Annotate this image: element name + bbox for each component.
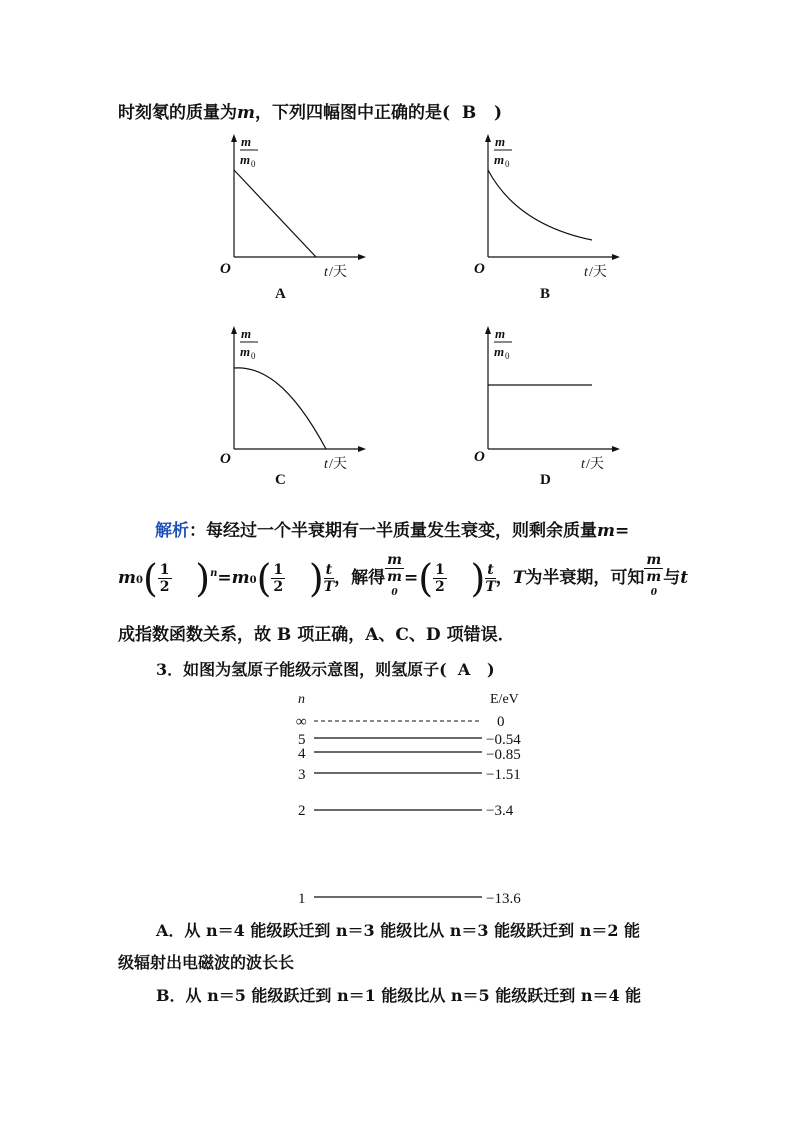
- level-n-1: 1: [298, 891, 306, 907]
- frac-num: 1: [273, 561, 284, 578]
- x-label-var: t: [584, 265, 588, 280]
- frac-num: 1: [435, 561, 445, 578]
- y-label-den: m: [494, 152, 505, 167]
- frac-den: 2: [159, 578, 170, 595]
- m-over-m0: [385, 552, 404, 605]
- q3-close: ): [487, 660, 495, 679]
- frac-num: t: [325, 561, 333, 578]
- half-fraction-3: [433, 562, 447, 595]
- level-n-inf: ∞: [296, 714, 307, 730]
- solution-var-m: m: [597, 521, 615, 541]
- x-label-var: t: [581, 457, 585, 472]
- frac-den: T: [485, 578, 496, 595]
- m0-sub-2: 0: [249, 574, 257, 586]
- level-e-5: −0.54: [486, 732, 521, 748]
- half-fraction-2: [271, 562, 285, 595]
- caption-c: C: [275, 472, 286, 488]
- y-label-num: m: [241, 326, 252, 341]
- caption-b: B: [540, 286, 551, 302]
- level-n-4: 4: [298, 746, 306, 762]
- solution-colon: ：: [189, 521, 206, 541]
- option-b-line-1: B．从 n＝5 能级跃迁到 n＝1 能级比从 n＝5 能级跃迁到 n＝4 能: [156, 986, 642, 1005]
- solution-line-2: m0( $\frac{1}{2}$ )$^n$=m0( $\frac{1}{2}$ ) $\frac{t}{T}$ ，解得 m m $^0$ =( $\frac{1}{2}$ ) $\frac{t}{T}$ ，T为半衰期，可知 m m $^0$ 与t: [118, 552, 688, 605]
- graph-c: [210, 322, 370, 476]
- m0-var: m: [118, 567, 136, 588]
- solution-text-1: 每经过一个半衰期有一半质量发生衰变，则剩余质量: [206, 521, 597, 541]
- level-n-2: 2: [298, 803, 306, 819]
- y-label-sub: 0: [505, 159, 510, 169]
- q3-stem: 如图为氢原子能级示意图，则氢原子(: [183, 660, 447, 679]
- origin-label: O: [474, 449, 485, 465]
- frac-den: m: [387, 569, 402, 585]
- x-label-var: t: [324, 457, 328, 472]
- x-arrow: [358, 254, 366, 260]
- solution-label: 解析: [155, 521, 189, 541]
- question-stem: [118, 98, 502, 123]
- frac-num: m: [646, 552, 662, 568]
- frac-num: t: [487, 561, 494, 578]
- y-label-sub: 0: [251, 351, 256, 361]
- level-n-5: 5: [298, 732, 306, 748]
- graph-d: [464, 322, 624, 476]
- x-label-unit: /天: [329, 265, 347, 280]
- stem-close: ): [494, 103, 503, 123]
- level-e-inf: 0: [497, 714, 505, 730]
- graph-b: [464, 130, 624, 284]
- level-e-3: −1.51: [486, 767, 521, 783]
- level-e-1: −13.6: [486, 891, 521, 907]
- y-label-sub: 0: [251, 159, 256, 169]
- origin-label: O: [474, 261, 485, 277]
- and-text: 与: [663, 567, 681, 588]
- x-label-unit: /天: [586, 457, 604, 472]
- origin-label: O: [220, 451, 231, 467]
- linear-decay-curve: [234, 170, 316, 257]
- m0-sub: 0: [136, 574, 143, 586]
- caption-a: A: [275, 286, 286, 302]
- level-e-2: −3.4: [486, 803, 514, 819]
- origin-label: O: [220, 261, 231, 277]
- y-arrow: [231, 326, 237, 334]
- x-arrow: [612, 254, 620, 260]
- y-label-den: m: [494, 344, 505, 359]
- y-label-num: m: [495, 134, 506, 149]
- t-over-T: [324, 562, 334, 595]
- x-label-var: t: [324, 265, 328, 280]
- t-over-T-2: [485, 562, 495, 595]
- half-fraction: [158, 562, 172, 595]
- x-label-unit: /天: [329, 457, 347, 472]
- frac-den: T: [323, 578, 335, 595]
- frac-den: 2: [435, 578, 445, 595]
- frac-den-sup: 0: [391, 588, 398, 598]
- solution-line-3: 成指数函数关系，故 B 项正确，A、C、D 项错误．: [118, 625, 515, 645]
- solve-text: ，解得: [334, 567, 386, 588]
- frac-num: 1: [159, 561, 170, 578]
- n-header: n: [298, 692, 305, 707]
- option-a-line-1: A．从 n＝4 能级跃迁到 n＝3 能级比从 n＝3 能级跃迁到 n＝2 能: [156, 921, 641, 940]
- accelerating-decay-curve: [234, 368, 326, 449]
- x-label-unit: /天: [589, 265, 607, 280]
- y-label-den: m: [240, 344, 251, 359]
- m-over-m0-2: [644, 552, 663, 605]
- t-var: t: [680, 567, 689, 588]
- y-label-num: m: [241, 134, 252, 149]
- energy-level-diagram: [290, 685, 550, 914]
- y-arrow: [231, 134, 237, 142]
- frac-den: m: [646, 569, 662, 585]
- solution-line-1: [155, 516, 629, 541]
- question-3: [156, 657, 495, 680]
- y-arrow: [485, 326, 491, 334]
- x-arrow: [358, 446, 366, 452]
- y-arrow: [485, 134, 491, 142]
- y-label-sub: 0: [505, 351, 510, 361]
- stem-answer: B: [461, 103, 477, 123]
- y-label-num: m: [495, 326, 506, 341]
- eq-3: =: [403, 567, 419, 588]
- frac-num: m: [387, 552, 402, 568]
- level-e-4: −0.85: [486, 747, 521, 763]
- exponential-decay-curve: [488, 170, 592, 240]
- solution-eq: =: [615, 521, 630, 541]
- caption-d: D: [540, 472, 551, 488]
- x-arrow: [612, 446, 620, 452]
- frac-den-sup: 0: [650, 588, 657, 598]
- y-label-den: m: [240, 152, 251, 167]
- half-life-text: 为半衰期，可知: [525, 567, 645, 588]
- exp-n: n: [210, 568, 218, 580]
- option-a-line-2: 级辐射出电磁波的波长长: [118, 953, 295, 972]
- m0-var-2: m: [231, 567, 250, 588]
- T-var: T: [512, 567, 526, 588]
- stem-var: m: [237, 103, 255, 123]
- graph-a: [210, 130, 370, 284]
- stem-text-after: ，下列四幅图中正确的是(: [255, 103, 451, 123]
- frac-den: 2: [273, 578, 284, 595]
- e-header: E/eV: [490, 692, 519, 707]
- level-n-3: 3: [298, 767, 306, 783]
- stem-text: 时刻氡的质量为: [118, 103, 237, 123]
- q3-number: 3．: [156, 660, 184, 679]
- q3-answer: A: [457, 660, 471, 679]
- eq-2: =: [217, 567, 232, 588]
